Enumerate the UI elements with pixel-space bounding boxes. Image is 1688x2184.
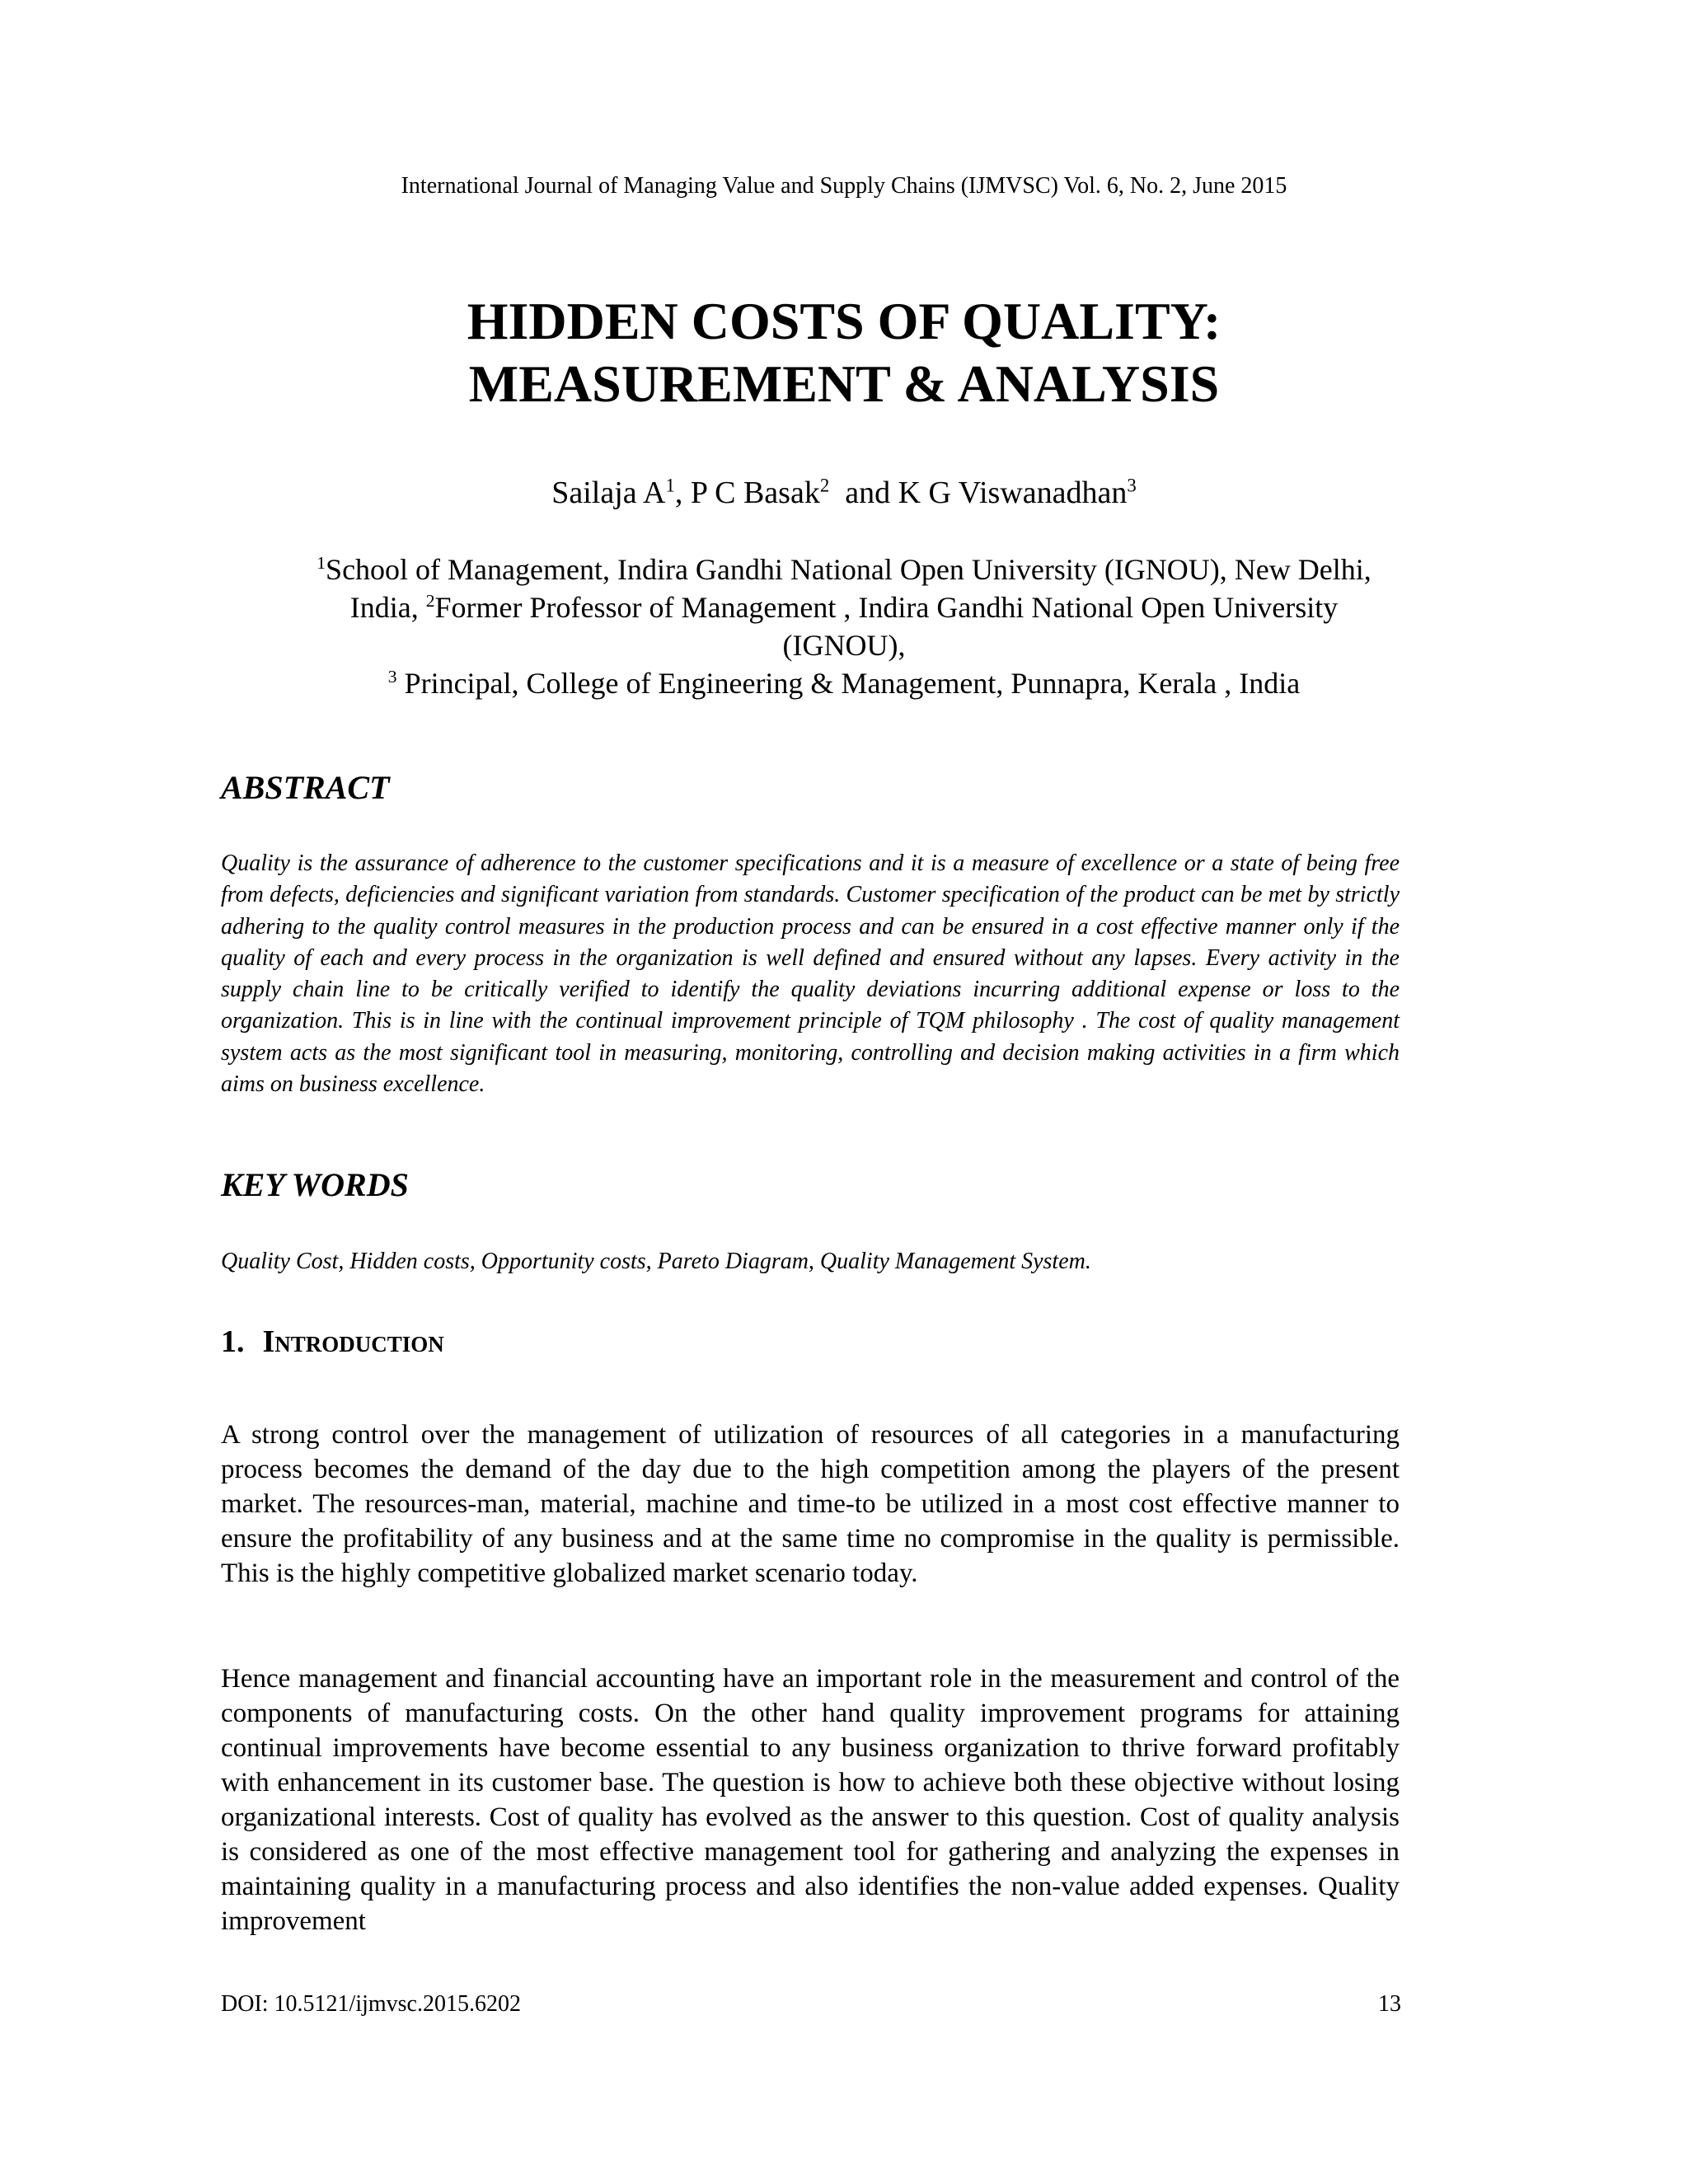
- keywords-text: Quality Cost, Hidden costs, Opportunity costs, Pareto Diagram, Quality Management System.: [221, 1249, 1091, 1274]
- footer-doi: DOI: 10.5121/ijmvsc.2015.6202: [221, 1991, 521, 2017]
- paper-title: [0, 290, 1688, 415]
- author-affiliation-marker: 3: [1127, 475, 1137, 496]
- body-paragraph: A strong control over the management of utilization of resources of all categories in a manufacturing process becomes the demand of the day due to the high competition among the players of the present market. The resources-man, material, machine and time-to be utilized in a most cost effective manner to ensure the profitability of any business and at the same time no compromise in the quality is permissible. This is the highly competitive globalized market scenario today.: [221, 1420, 1400, 1588]
- affiliation-marker: 3: [387, 667, 397, 687]
- author-name: K G Viswanadhan: [898, 476, 1128, 510]
- running-header: International Journal of Managing Value and Supply Chains (IJMVSC) Vol. 6, No. 2, June 2015: [401, 173, 1287, 199]
- keywords-heading: KEY WORDS: [221, 1166, 409, 1203]
- affiliations: [214, 551, 1474, 702]
- abstract-heading: ABSTRACT: [221, 769, 390, 806]
- affiliation-marker: 2: [425, 591, 435, 611]
- author-name: Sailaja A: [551, 476, 666, 510]
- paper-title-line-1: HIDDEN COSTS OF QUALITY:: [467, 292, 1221, 350]
- affiliation-marker: 1: [316, 553, 326, 573]
- section-number: 1.: [221, 1324, 245, 1359]
- affiliation-line: India, $^2$Former Professor of Management , Indira Gandhi National Open University: [349, 591, 1339, 624]
- affiliation-line: $^3$ Principal, College of Engineering & Management, Punnapra, Kerala , India: [387, 667, 1301, 700]
- affiliation-line: $^1$School of Management, Indira Gandhi National Open University (IGNOU), New Delhi,: [316, 553, 1372, 586]
- paper-title-line-2: MEASUREMENT & ANALYSIS: [468, 354, 1220, 413]
- affiliation-line: (IGNOU),: [782, 629, 906, 662]
- author-affiliation-marker: 2: [819, 475, 830, 496]
- abstract-text: Quality is the assurance of adherence to the customer specifications and it is a measure of excellence or a state of being free from defects, deficiencies and significant variation from standards. Customer specification of the product can be met by strictly adhering to the quality control measures in the production process and can be ensured in a cost effective manner only if the quality of each and every process in the organization is well defined and ensured without any lapses. Every activity in the supply chain line to be critically verified to identify the quality deviations incurring additional expense or loss to the organization. This is in line with the continual improvement principle of TQM philosophy . The cost of quality management system acts as the most significant tool in measuring, monitoring, controlling and decision making activities in a firm which aims on business excellence.: [221, 851, 1400, 1098]
- author-separator: ,: [674, 476, 691, 510]
- section-title: Introduction: [262, 1324, 444, 1359]
- body-paragraph: Hence management and financial accounting have an important role in the measurement and control of the components of manufacturing costs. On the other hand quality improvement programs for attaining continual improvements have become essential to any business organization to thrive forward profitably with enhancement in its customer base. The question is how to achieve both these objective without losing organizational interests. Cost of quality has evolved as the answer to this question. Cost of quality analysis is considered as one of the most effective management tool for gathering and analyzing the expenses in maintaining quality in a manufacturing process and also identifies the non-value added expenses. Quality improvement: [221, 1664, 1400, 1936]
- author-separator: and: [829, 476, 898, 510]
- author-affiliation-marker: 1: [665, 475, 675, 496]
- author-name: P C Basak: [690, 476, 820, 510]
- page-number: 13: [1378, 1991, 1401, 2017]
- author-list: [0, 473, 1688, 513]
- section-heading-introduction: [221, 1322, 444, 1361]
